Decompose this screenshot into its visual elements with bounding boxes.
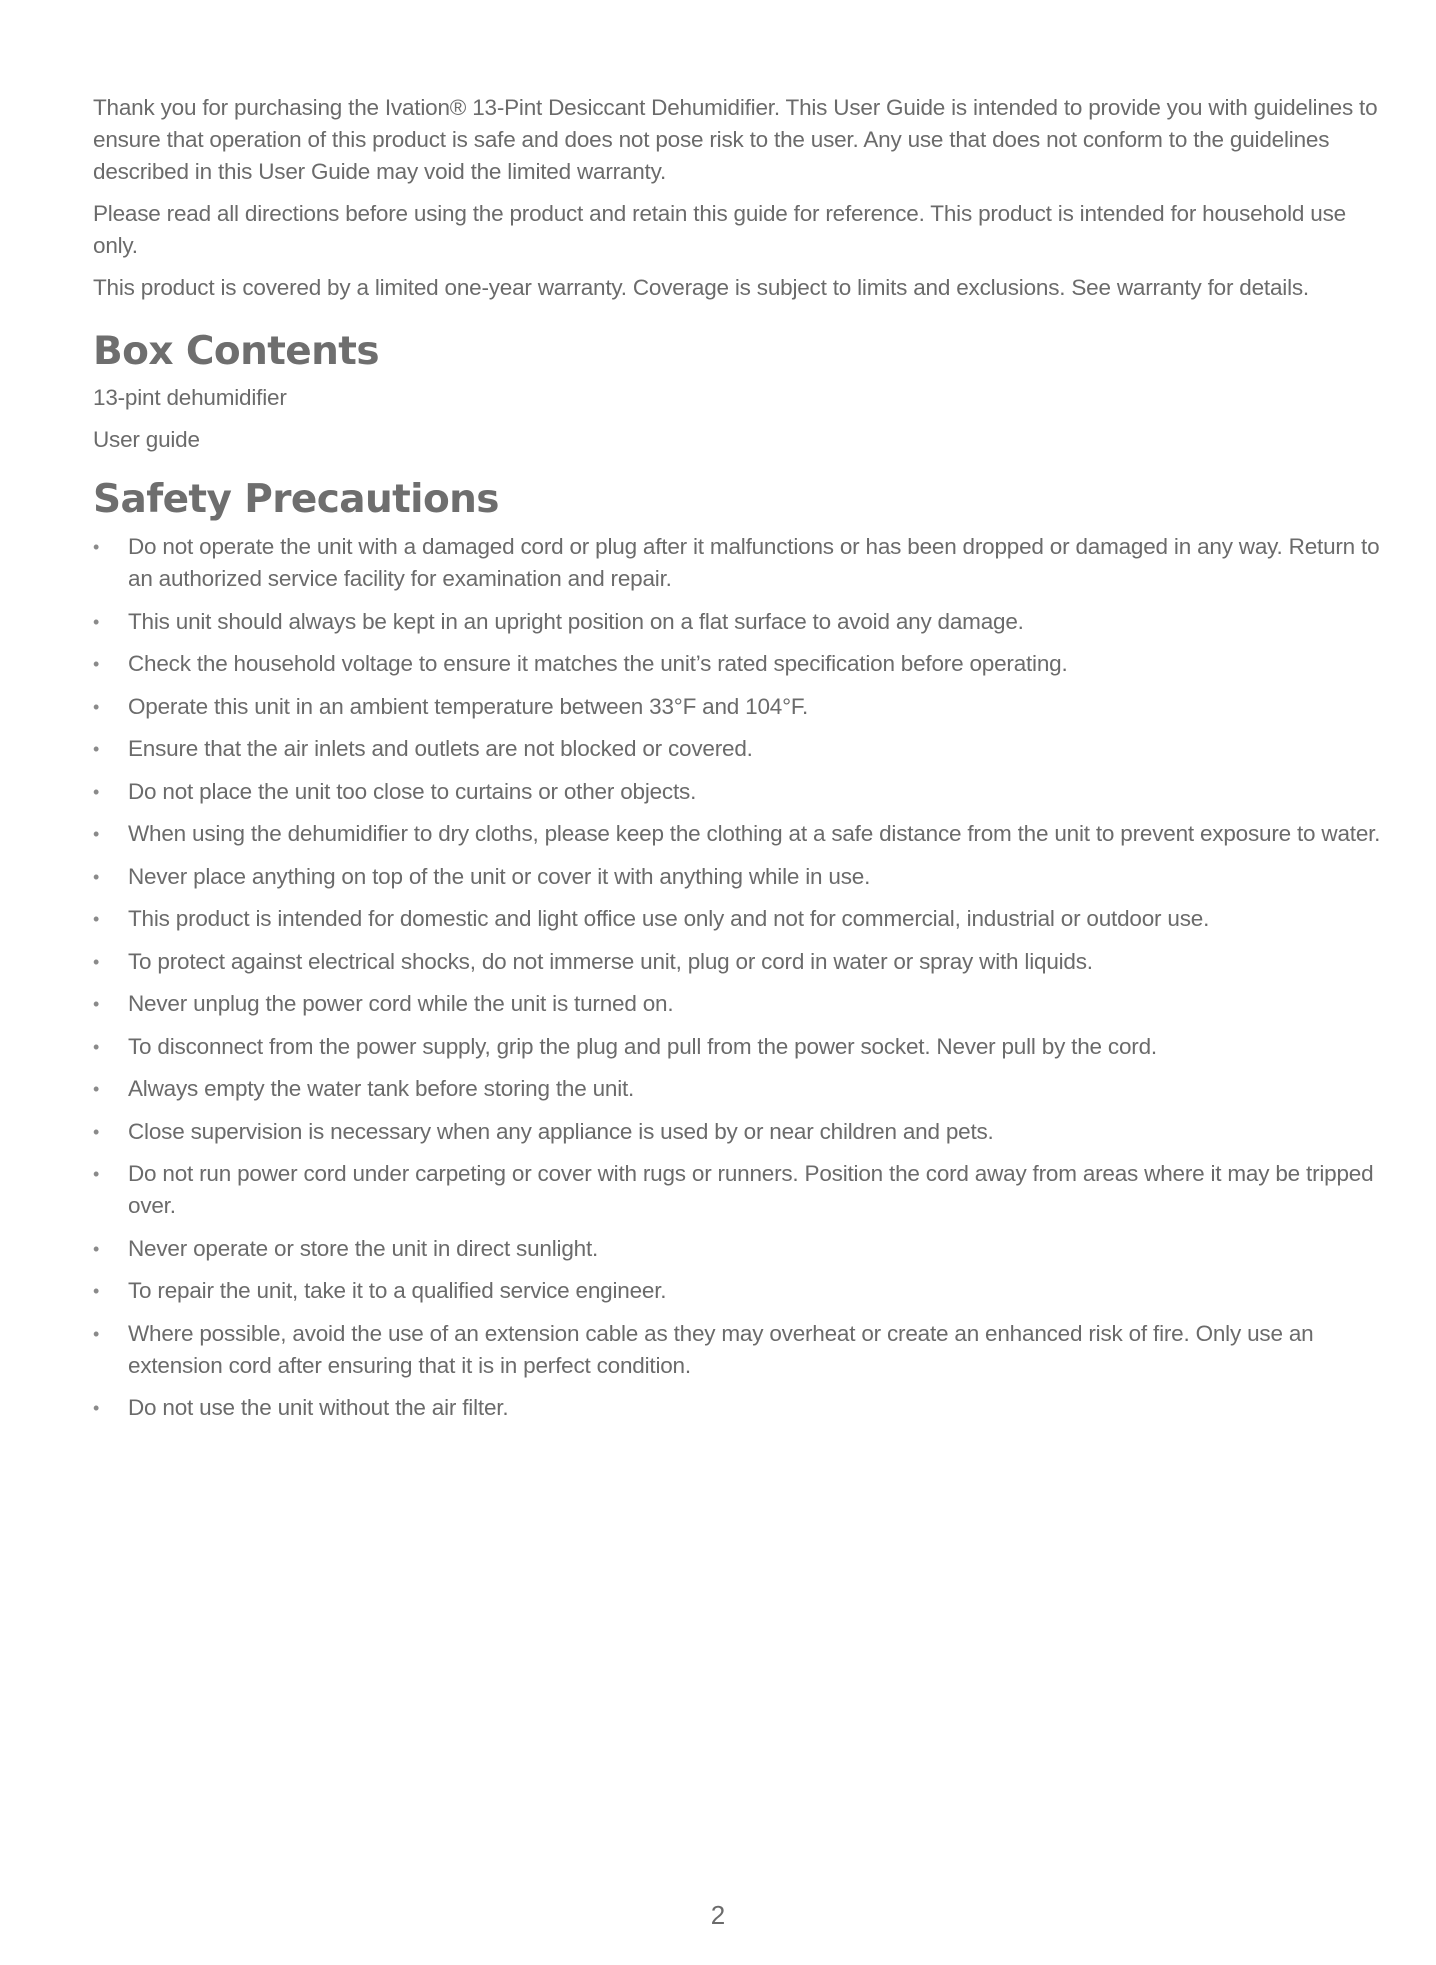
bullet-dot-icon: • (93, 1323, 100, 1344)
safety-item (93, 1392, 1383, 1424)
bullet-dot-icon: • (93, 696, 100, 717)
bullet-dot-icon: • (93, 994, 100, 1014)
safety-item-text: Never unplug the power cord while the unit is turned on. (128, 991, 674, 1016)
safety-item (93, 1318, 1383, 1382)
safety-item (93, 1158, 1383, 1222)
safety-item (93, 1233, 1383, 1265)
safety-item (93, 606, 1383, 638)
box-contents-heading: Box Contents (93, 329, 379, 374)
safety-precautions-list (93, 531, 1383, 1424)
safety-item-text: Never operate or store the unit in direct sunlight. (128, 1235, 599, 1261)
safety-item (93, 818, 1383, 850)
safety-item-text: Check the household voltage to ensure it matches the unit’s rated specification before operating. (128, 651, 1068, 676)
bullet-dot-icon: • (93, 611, 100, 632)
bullet-dot-icon: • (93, 909, 100, 929)
intro-paragraph: Please read all directions before using the product and retain this guide for reference. This product is intended for household use only. (93, 201, 1346, 258)
safety-precautions-heading: Safety Precautions (93, 477, 499, 522)
safety-item-text: When using the dehumidifier to dry cloths, please keep the clothing at a safe distance from the unit to prevent exposure to water. (128, 821, 1381, 846)
safety-item-text: This product is intended for domestic and light office use only and not for commercial, industrial or outdoor use. (128, 906, 1210, 931)
intro-paragraph: Thank you for purchasing the Ivation® 13-Pint Desiccant Dehumidifier. This User Guide is intended to provide you with guidelines to ensure that operation of this product is safe and does not pose risk to the user. Any use that does not conform to the guidelines described in this User Guide may void the limited warranty. (93, 95, 1378, 184)
safety-item (93, 1116, 1383, 1148)
safety-item-text: Do not use the unit without the air filter. (128, 1395, 509, 1420)
safety-item (93, 903, 1383, 935)
safety-item-text: Where possible, avoid the use of an extension cable as they may overheat or create an enhanced risk of fire. Only use an extension cord after ensuring that it is in perfect condition. (128, 1320, 1314, 1378)
safety-item-text: Do not place the unit too close to curtains or other objects. (128, 778, 697, 804)
safety-item-text: Do not run power cord under carpeting or cover with rugs or runners. Position the cord away from areas where it may be tripped over. (128, 1161, 1374, 1218)
manual-page (93, 92, 1383, 1435)
bullet-dot-icon: • (93, 739, 100, 759)
safety-item (93, 733, 1383, 765)
safety-item-text: Always empty the water tank before storing the unit. (128, 1076, 635, 1101)
safety-item-text: Operate this unit in an ambient temperature between 33°F and 104°F. (128, 693, 809, 719)
intro-paragraph: This product is covered by a limited one-year warranty. Coverage is subject to limits and exclusions. See warranty for details. (93, 275, 1309, 300)
bullet-dot-icon: • (93, 781, 100, 802)
safety-item (93, 776, 1383, 808)
bullet-dot-icon: • (93, 824, 100, 844)
bullet-dot-icon: • (93, 951, 100, 972)
page-number: 2 (710, 1900, 726, 1930)
bullet-dot-icon: • (93, 1281, 100, 1301)
safety-item-text: To disconnect from the power supply, grip the plug and pull from the power socket. Never pull by the cord. (128, 1033, 1157, 1059)
safety-item-text: To repair the unit, take it to a qualified service engineer. (128, 1278, 667, 1303)
safety-item-text: Never place anything on top of the unit or cover it with anything while in use. (128, 863, 871, 889)
bullet-dot-icon: • (93, 1398, 100, 1418)
safety-item (93, 1073, 1383, 1105)
safety-item (93, 946, 1383, 978)
intro-section (93, 92, 1383, 304)
safety-item (93, 1275, 1383, 1307)
safety-item-text: Ensure that the air inlets and outlets are not blocked or covered. (128, 736, 753, 761)
safety-item (93, 988, 1383, 1020)
safety-item (93, 691, 1383, 723)
bullet-dot-icon: • (93, 537, 100, 557)
safety-item (93, 531, 1383, 595)
safety-item-text: Close supervision is necessary when any appliance is used by or near children and pets. (128, 1118, 994, 1144)
bullet-dot-icon: • (93, 1238, 100, 1259)
bullet-dot-icon: • (93, 1079, 100, 1099)
bullet-dot-icon: • (93, 1036, 100, 1057)
bullet-dot-icon: • (93, 1164, 100, 1184)
safety-item-text: This unit should always be kept in an upright position on a flat surface to avoid any damage. (128, 608, 1024, 634)
safety-item (93, 648, 1383, 680)
box-contents-item: 13-pint dehumidifier (93, 385, 287, 410)
box-contents-item: User guide (93, 427, 200, 452)
bullet-dot-icon: • (93, 654, 100, 674)
safety-item-text: Do not operate the unit with a damaged cord or plug after it malfunctions or has been dropped or damaged in any way. Return to an authorized service facility for examination and repair. (128, 534, 1380, 591)
safety-item-text: To protect against electrical shocks, do not immerse unit, plug or cord in water or spray with liquids. (128, 948, 1093, 974)
bullet-dot-icon: • (93, 866, 100, 887)
safety-item (93, 861, 1383, 893)
box-contents-list (93, 382, 1383, 456)
bullet-dot-icon: • (93, 1121, 100, 1142)
safety-item (93, 1031, 1383, 1063)
